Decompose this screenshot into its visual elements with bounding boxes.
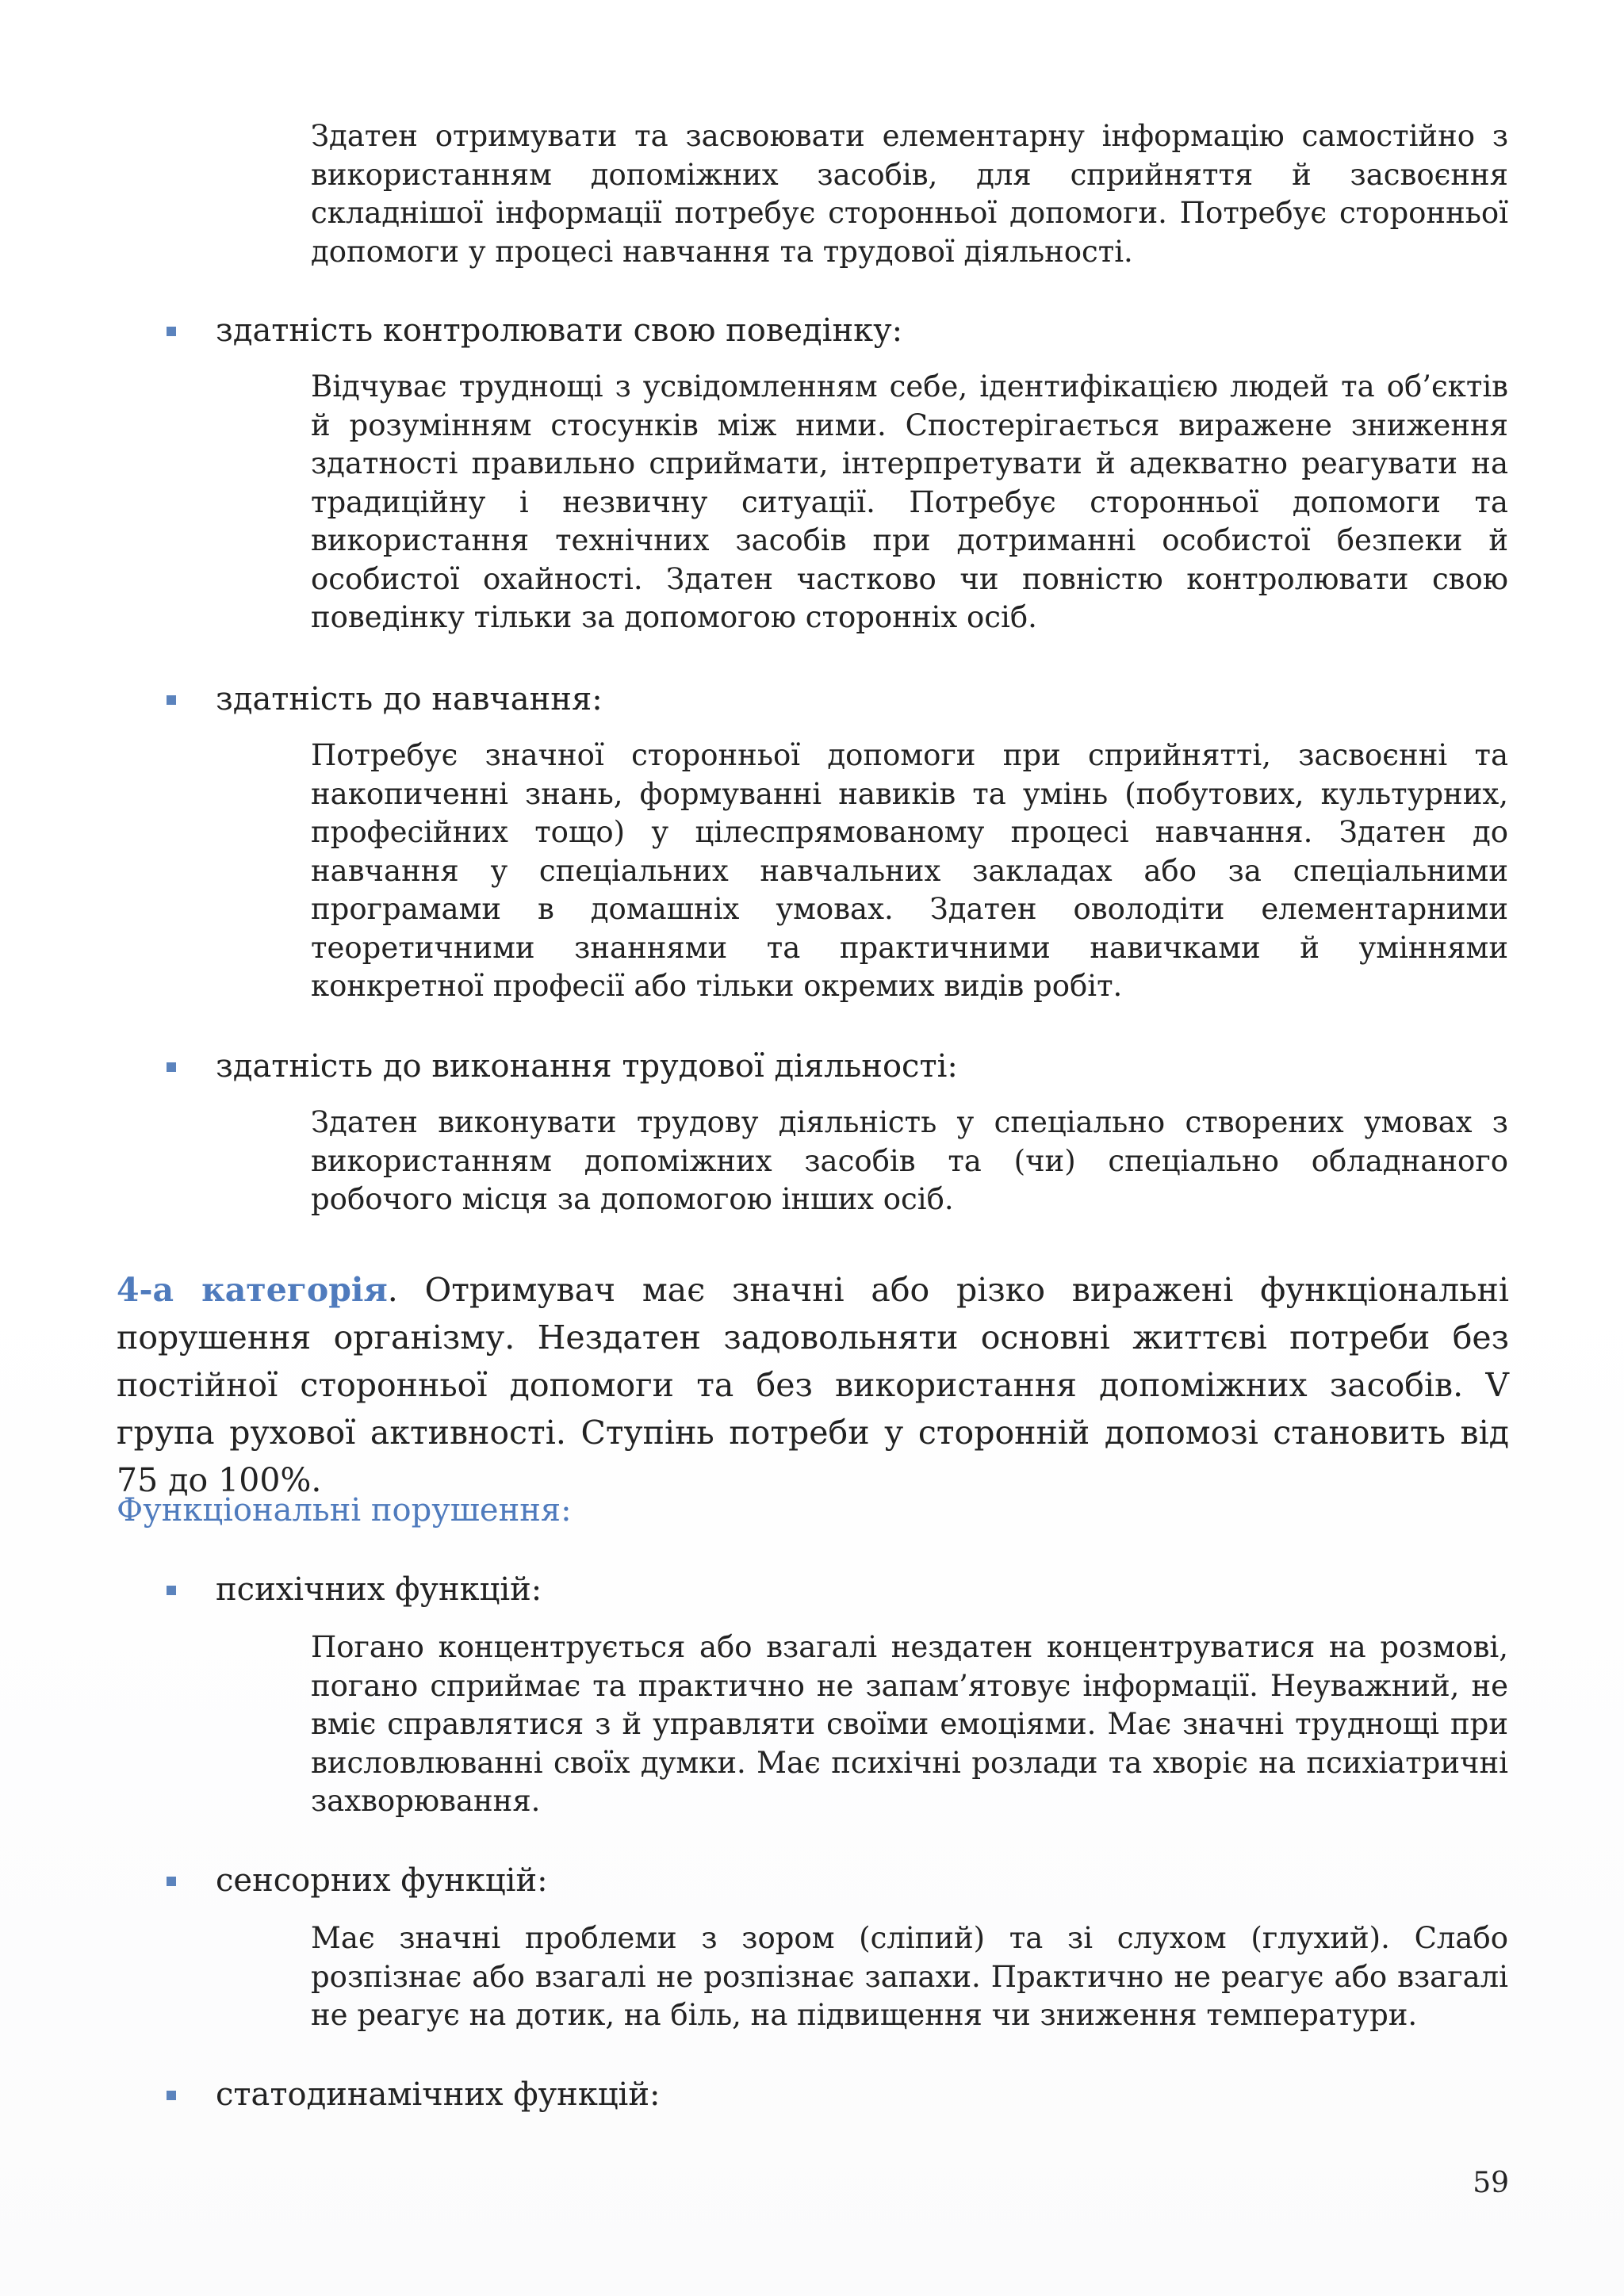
square-bullet-icon (167, 1877, 176, 1886)
paragraph-sensory-functions: Має значні проблеми з зором (сліпий) та зі слухом (глухий). Слабо розпізнає або взагалі не розпізнає запахи. Практично не реагує або взагалі не реагує на дотик, на біль, на підвищення чи зниження температури. (311, 1921, 1508, 2032)
paragraph-learning-ability: Потребує значної сторонньої допомоги при сприйнятті, засвоєнні та накопиченні знань, формуванні навиків та умінь (побутових, культурних, професійних тощо) у цілеспрямованому процесі навчання. Здатен до навчання у спеціальних навчальних закладах або за спеціальними програмами в домашніх умовах. Здатен оволодіти елементарними теоретичними знаннями та практичними навичками й уміннями конкретної професії або тільки окремих видів робіт. (311, 738, 1508, 1003)
square-bullet-icon (167, 695, 176, 705)
bullet-label: сенсорних функцій: (216, 1862, 548, 1899)
section-subheading: Функціональні порушення: (117, 1492, 572, 1529)
bullet-label: психічних функцій: (216, 1571, 542, 1608)
page-number: 59 (1473, 2167, 1509, 2199)
paragraph-behavior-control: Відчуває труднощі з усвідомленням себе, ідентифікацією людей та об’єктів й розумінням стосунків між ними. Спостерігається виражене зниження здатності правильно сприймати, інтерпретувати й адекватно реагувати на традиційну і незвичну ситуації. Потребує сторонньої допомоги та використання технічних засобів при дотриманні особистої безпеки й особистої охайності. Здатен частково чи повністю контролювати свою поведінку тільки за допомогою сторонніх осіб. (311, 369, 1508, 634)
bullet-label: здатність до навчання: (216, 681, 603, 718)
bullet-label: здатність до виконання трудової діяльності: (216, 1048, 958, 1085)
paragraph-mental-functions: Погано концентрується або взагалі нездатен концентруватися на розмові, погано сприймає та практично не запам’ятовує інформації. Неуважний, не вміє справлятися з й управляти своїми емоціями. Має значні труднощі при висловлюванні своїх думки. Має психічні розлади та хворіє на психіатричні захворювання. (311, 1630, 1508, 1818)
bullet-label: статодинамічних функцій: (216, 2076, 661, 2113)
square-bullet-icon (167, 1586, 176, 1595)
paragraph-category-4 (117, 1266, 1509, 1504)
category-heading: 4-а категорія (117, 1271, 388, 1309)
square-bullet-icon (167, 327, 176, 336)
bullet-label: здатність контролювати свою поведінку: (216, 312, 903, 349)
square-bullet-icon (167, 2091, 176, 2100)
paragraph-learning-ability-tail: Здатен отримувати та засвоювати елементарну інформацію самостійно з використанням допоміжних засобів, для сприйняття й засвоєння складнішої інформації потребує сторонньої допомоги. Потребує сторонньої допомоги у процесі навчання та трудової діяльності. (311, 119, 1508, 269)
category-description: . Отримувач має значні або різко виражені функціональні порушення організму. Нездатен задовольняти основні життєві потреби без постійної сторонньої допомоги та без використання допоміжних засобів. V група рухової активності. Ступінь потреби у сторонній допомозі становить від 75 до 100%. (117, 1271, 1509, 1499)
paragraph-work-ability: Здатен виконувати трудову діяльність у спеціально створених умовах з використанням допоміжних засобів та (чи) спеціально обладнаного робочого місця за допомогою інших осіб. (311, 1105, 1508, 1216)
square-bullet-icon (167, 1062, 176, 1072)
